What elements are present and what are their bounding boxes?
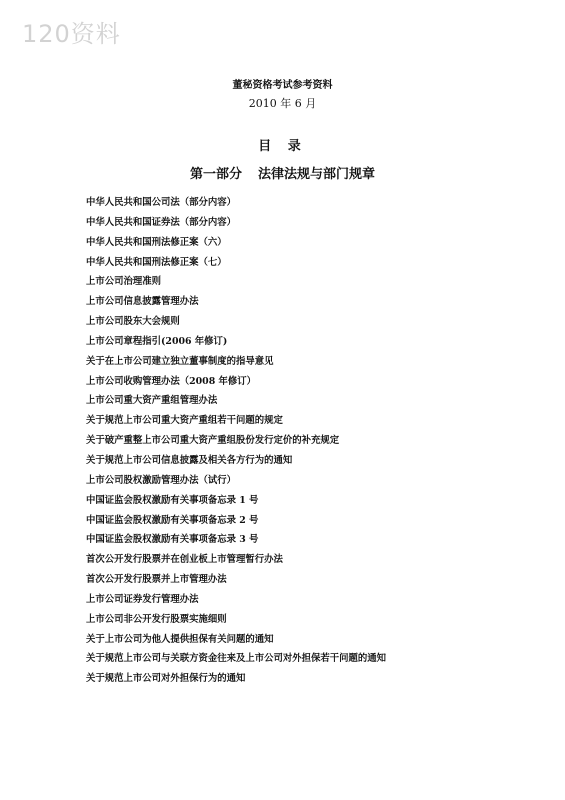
toc-item: 上市公司章程指引(2006 年修订)	[86, 335, 228, 347]
toc-item: 上市公司股东大会规则	[86, 316, 180, 328]
toc-item: 关于破产重整上市公司重大资产重组股份发行定价的补充规定	[86, 435, 340, 447]
toc-item: 关于上市公司为他人提供担保有关问题的通知	[86, 633, 274, 645]
toc-item: 关于规范上市公司与关联方资金往来及上市公司对外担保若干问题的通知	[86, 653, 387, 665]
toc-heading: 目 录	[258, 139, 307, 154]
toc-item: 上市公司重大资产重组管理办法	[86, 395, 218, 407]
toc-item: 中华人民共和国证券法（部分内容）	[86, 216, 237, 228]
toc-item: 上市公司非公开发行股票实施细则	[86, 613, 227, 625]
toc-item: 中国证监会股权激励有关事项备忘录 2 号	[86, 514, 259, 526]
toc-item: 首次公开发行股票并上市管理办法	[86, 574, 227, 586]
toc-item: 中华人民共和国刑法修正案（六）	[86, 236, 227, 248]
toc-item: 关于规范上市公司对外担保行为的通知	[86, 673, 246, 685]
document-date: 2010 年 6 月	[248, 97, 317, 110]
toc-item: 中国证监会股权激励有关事项备忘录 3 号	[86, 534, 259, 546]
toc-item: 首次公开发行股票并在创业板上市管理暂行办法	[86, 554, 283, 566]
document-title: 董秘资格考试参考资料	[232, 80, 333, 91]
toc-item: 上市公司股权激励管理办法（试行）	[86, 474, 237, 486]
part-heading	[0, 163, 565, 182]
toc-item: 上市公司信息披露管理办法	[86, 296, 199, 308]
toc-list	[86, 196, 386, 692]
part-title: 法律法规与部门规章	[258, 167, 376, 182]
toc-item: 上市公司收购管理办法（2008 年修订）	[86, 375, 256, 387]
watermark-logo: 120资料	[22, 20, 121, 48]
toc-item: 中国证监会股权激励有关事项备忘录 1 号	[86, 494, 259, 506]
toc-item: 关于规范上市公司信息披露及相关各方行为的通知	[86, 454, 293, 466]
toc-item: 上市公司治理准则	[86, 276, 162, 288]
toc-item: 中华人民共和国刑法修正案（七）	[86, 256, 227, 268]
toc-item: 关于在上市公司建立独立董事制度的指导意见	[86, 355, 274, 367]
toc-item: 中华人民共和国公司法（部分内容）	[86, 197, 237, 208]
part-number: 第一部分	[189, 167, 242, 182]
toc-item: 关于规范上市公司重大资产重组若干问题的规定	[86, 415, 283, 427]
toc-item: 上市公司证券发行管理办法	[86, 593, 199, 605]
